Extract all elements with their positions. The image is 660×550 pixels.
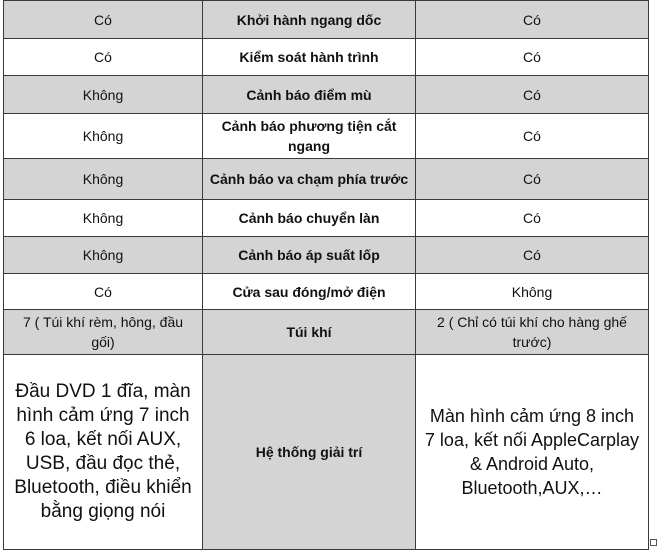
table-row	[4, 114, 649, 159]
left-value: Không	[4, 237, 203, 274]
feature-name: Cảnh báo áp suất lốp	[203, 237, 416, 274]
left-value: 7 ( Túi khí rèm, hông, đầu gối)	[4, 310, 203, 355]
right-value: Có	[416, 76, 649, 114]
feature-name: Cảnh báo va chạm phía trước	[203, 159, 416, 200]
right-value: Có	[416, 1, 649, 39]
feature-name: Cảnh báo chuyển làn	[203, 200, 416, 237]
right-value: Có	[416, 114, 649, 159]
resize-handle[interactable]	[650, 539, 657, 546]
table-row	[4, 1, 649, 39]
feature-name: Cảnh báo điểm mù	[203, 76, 416, 114]
right-value: Có	[416, 159, 649, 200]
right-value: Không	[416, 274, 649, 310]
left-value: Có	[4, 1, 203, 39]
table-row	[4, 39, 649, 76]
feature-name: Cảnh báo phương tiện cắt ngang	[203, 114, 416, 159]
right-value: Có	[416, 200, 649, 237]
right-value: Có	[416, 237, 649, 274]
table-row	[4, 310, 649, 355]
left-value: Không	[4, 159, 203, 200]
left-value: Không	[4, 114, 203, 159]
left-value: Không	[4, 76, 203, 114]
right-value: Có	[416, 39, 649, 76]
table-row	[4, 237, 649, 274]
left-value: Đầu DVD 1 đĩa, màn hình cảm ứng 7 inch 6 loa, kết nối AUX, USB, đầu đọc thẻ, Bluetooth, điều khiển bằng giọng nói	[4, 355, 203, 550]
feature-name: Túi khí	[203, 310, 416, 355]
table-row	[4, 274, 649, 310]
feature-name: Kiểm soát hành trình	[203, 39, 416, 76]
left-value: Có	[4, 274, 203, 310]
right-value: Màn hình cảm ứng 8 inch 7 loa, kết nối AppleCarplay & Android Auto, Bluetooth,AUX,…	[416, 355, 649, 550]
feature-name: Khởi hành ngang dốc	[203, 1, 416, 39]
feature-name: Hệ thống giải trí	[203, 355, 416, 550]
left-value: Có	[4, 39, 203, 76]
comparison-table	[3, 0, 649, 550]
table-row	[4, 355, 649, 550]
feature-name: Cửa sau đóng/mở điện	[203, 274, 416, 310]
table-row	[4, 200, 649, 237]
right-value: 2 ( Chỉ có túi khí cho hàng ghế trước)	[416, 310, 649, 355]
table-row	[4, 159, 649, 200]
table-row	[4, 76, 649, 114]
left-value: Không	[4, 200, 203, 237]
